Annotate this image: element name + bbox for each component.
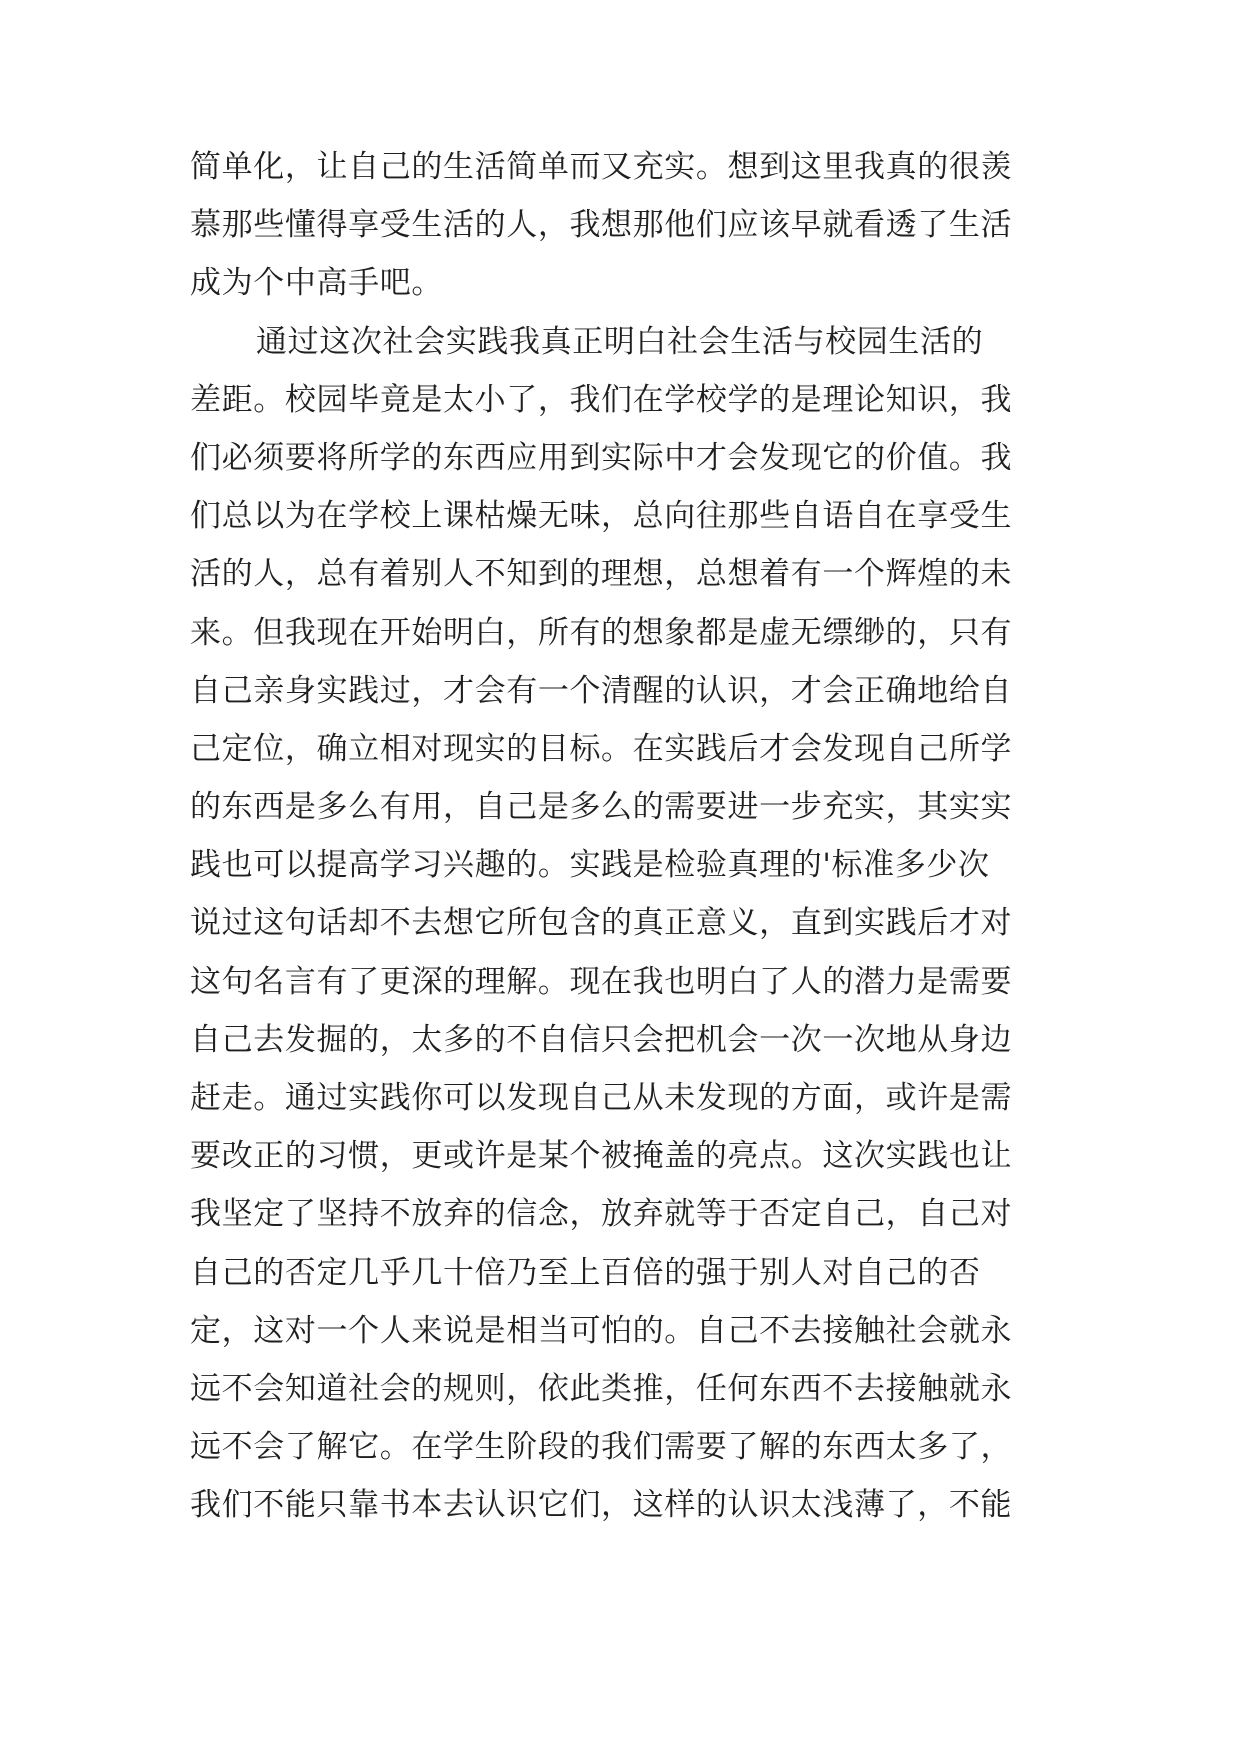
text-line: 说过这句话却不去想它所包含的真正意义，直到实践后才对 [190, 905, 1013, 942]
text-line: 我坚定了坚持不放弃的信念，放弃就等于否定自己，自己对 [190, 1196, 1013, 1233]
paragraph-first-line: 通过这次社会实践我真正明白社会生活与校园生活的 [256, 323, 984, 360]
text-line: 定，这对一个人来说是相当可怕的。自己不去接触社会就永 [190, 1312, 1013, 1349]
text-line: 远不会了解它。在学生阶段的我们需要了解的东西太多了， [190, 1429, 1013, 1466]
text-line: 自己亲身实践过，才会有一个清醒的认识，才会正确地给自 [190, 672, 1013, 709]
text-line: 简单化，让自己的生活简单而又充实。想到这里我真的很羡 [190, 149, 1013, 185]
text-line: 远不会知道社会的规则，依此类推，任何东西不去接触就永 [190, 1370, 1013, 1407]
text-line: 差距。校园毕竟是太小了，我们在学校学的是理论知识，我 [190, 381, 1013, 418]
text-line: 践也可以提高学习兴趣的。实践是检验真理的'标准多少次 [190, 847, 990, 884]
text-line: 慕那些懂得享受生活的人，我想那他们应该早就看透了生活 [190, 207, 1013, 244]
text-line: 活的人，总有着别人不知到的理想，总想着有一个辉煌的未 [190, 556, 1013, 593]
text-line: 们必须要将所学的东西应用到实际中才会发现它的价值。我 [190, 439, 1013, 476]
text-line: 自己去发掘的，太多的不自信只会把机会一次一次地从身边 [190, 1021, 1013, 1058]
text-line: 要改正的习惯，更或许是某个被掩盖的亮点。这次实践也让 [190, 1138, 1013, 1175]
text-line: 来。但我现在开始明白，所有的想象都是虚无缥缈的，只有 [190, 614, 1013, 651]
text-line: 的东西是多么有用，自己是多么的需要进一步充实，其实实 [190, 789, 1013, 826]
text-line: 成为个中高手吧。 [190, 265, 443, 302]
text-line: 们总以为在学校上课枯燥无味，总向往那些自语自在享受生 [190, 498, 1013, 535]
text-line: 自己的否定几乎几十倍乃至上百倍的强于别人对自己的否 [190, 1254, 981, 1291]
text-line: 这句名言有了更深的理解。现在我也明白了人的潜力是需要 [190, 963, 1013, 1000]
body-text [190, 138, 1050, 1535]
text-line: 赶走。通过实践你可以发现自己从未发现的方面，或许是需 [190, 1080, 1013, 1116]
text-line: 己定位，确立相对现实的目标。在实践后才会发现自己所学 [190, 730, 1013, 767]
text-line: 我们不能只靠书本去认识它们，这样的认识太浅薄了，不能 [190, 1487, 1013, 1524]
